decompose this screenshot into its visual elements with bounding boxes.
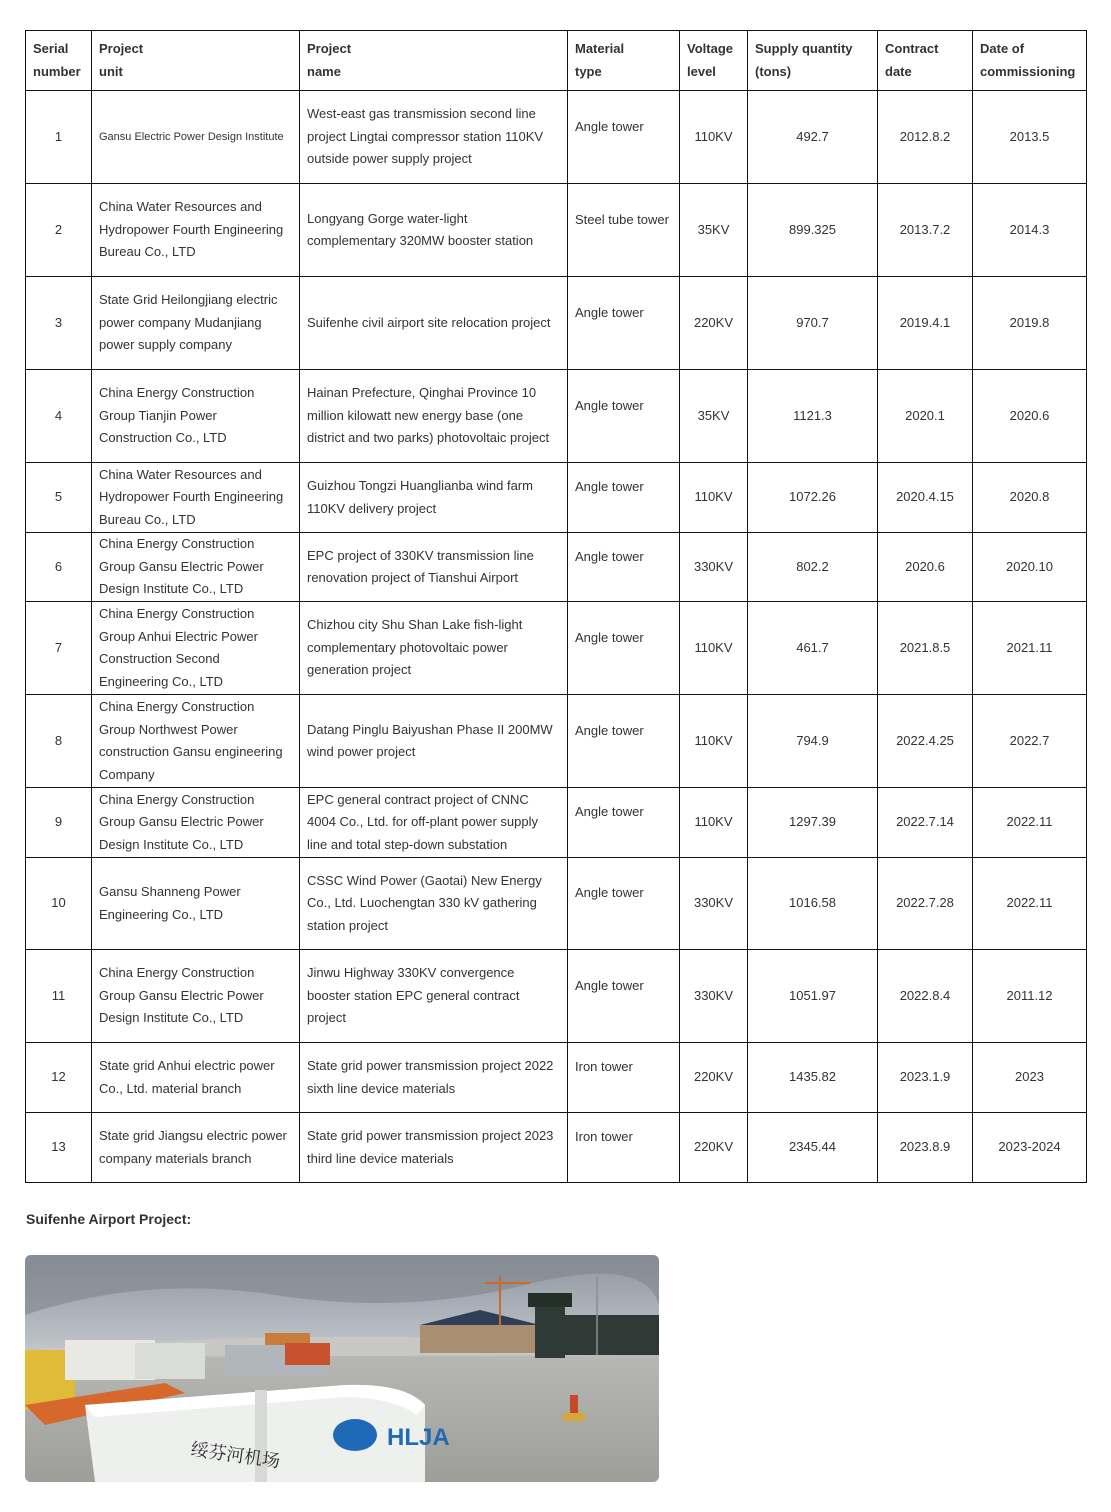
project-unit-line: State Grid Heilongjiang electric bbox=[99, 292, 278, 308]
supply-quantity-cell: 2345.44 bbox=[748, 1113, 878, 1183]
section-title: Suifenhe Airport Project: bbox=[26, 1211, 192, 1227]
material-type-cell: Angle tower bbox=[568, 788, 680, 858]
project-unit-line: State grid Anhui electric power bbox=[99, 1058, 275, 1073]
supply-quantity-cell: 1435.82 bbox=[748, 1043, 878, 1113]
table-body bbox=[26, 91, 1087, 1183]
column-header bbox=[680, 31, 748, 91]
column-header-line: (tons) bbox=[755, 63, 792, 79]
serial-number-cell: 5 bbox=[26, 463, 92, 533]
project-unit-cell bbox=[92, 602, 300, 695]
project-unit-line: Company bbox=[99, 766, 155, 782]
project-name-line: million kilowatt new energy base (one bbox=[307, 407, 524, 423]
project-unit-line: Bureau Co., LTD bbox=[99, 511, 196, 527]
column-header-line: date bbox=[885, 63, 912, 79]
project-name-line: State grid power transmission project 2022 bbox=[307, 1058, 554, 1073]
serial-number-cell: 2 bbox=[26, 184, 92, 277]
contract-date-cell: 2022.8.4 bbox=[878, 950, 973, 1043]
serial-number-cell: 11 bbox=[26, 950, 92, 1043]
supply-quantity-cell: 970.7 bbox=[748, 277, 878, 370]
voltage-level-cell: 110KV bbox=[680, 91, 748, 184]
project-unit-line: Hydropower Fourth Engineering bbox=[99, 489, 284, 505]
sign-hlja-text: HLJA bbox=[387, 1424, 450, 1451]
column-header-line: unit bbox=[99, 63, 123, 79]
contract-date-cell: 2020.6 bbox=[878, 533, 973, 602]
airport-photo-illustration bbox=[25, 1255, 659, 1482]
project-unit-cell bbox=[92, 788, 300, 858]
table-row bbox=[26, 695, 1087, 788]
project-name-cell bbox=[300, 602, 568, 695]
project-name-line: Co., Ltd. Luochengtan 330 kV gathering bbox=[307, 895, 537, 911]
contract-date-cell: 2022.4.25 bbox=[878, 695, 973, 788]
project-name-line: line and total step-down substation bbox=[307, 836, 508, 852]
project-unit-cell bbox=[92, 533, 300, 602]
contract-date-cell: 2013.7.2 bbox=[878, 184, 973, 277]
commissioning-date-cell: 2022.7 bbox=[973, 695, 1087, 788]
project-unit-line: China Energy Construction bbox=[99, 965, 255, 981]
table-row bbox=[26, 370, 1087, 463]
table-row bbox=[26, 602, 1087, 695]
project-unit-line: Hydropower Fourth Engineering bbox=[99, 221, 284, 237]
commissioning-date-cell: 2011.12 bbox=[973, 950, 1087, 1043]
voltage-level-cell: 110KV bbox=[680, 602, 748, 695]
material-type-cell: Angle tower bbox=[568, 695, 680, 788]
project-unit-line: China Water Resources and bbox=[99, 199, 262, 215]
project-name-cell bbox=[300, 858, 568, 950]
column-header-line: number bbox=[33, 63, 81, 79]
project-name-cell bbox=[300, 1113, 568, 1183]
contract-date-cell: 2021.8.5 bbox=[878, 602, 973, 695]
table-row bbox=[26, 858, 1087, 950]
supply-quantity-cell: 1072.26 bbox=[748, 463, 878, 533]
project-unit-line: power supply company bbox=[99, 337, 232, 353]
project-name-line: Chizhou city Shu Shan Lake fish-light bbox=[307, 617, 523, 633]
project-unit-cell bbox=[92, 1113, 300, 1183]
voltage-level-cell: 35KV bbox=[680, 370, 748, 463]
supply-quantity-cell: 794.9 bbox=[748, 695, 878, 788]
project-unit-line: China Energy Construction bbox=[99, 791, 255, 807]
table-row bbox=[26, 950, 1087, 1043]
column-header-line: Serial bbox=[33, 41, 69, 56]
contract-date-cell: 2023.8.9 bbox=[878, 1113, 973, 1183]
column-header-line: Contract bbox=[885, 41, 939, 56]
project-unit-cell bbox=[92, 370, 300, 463]
serial-number-cell: 4 bbox=[26, 370, 92, 463]
column-header-line: Material bbox=[575, 41, 625, 56]
voltage-level-cell: 35KV bbox=[680, 184, 748, 277]
column-header bbox=[878, 31, 973, 91]
project-name-line: complementary 320MW booster station bbox=[307, 233, 534, 248]
supply-quantity-cell: 899.325 bbox=[748, 184, 878, 277]
contract-date-cell: 2022.7.14 bbox=[878, 788, 973, 858]
project-name-line: wind power project bbox=[307, 744, 416, 759]
column-header-line: commissioning bbox=[980, 63, 1076, 79]
project-name-line: Guizhou Tongzi Huanglianba wind farm bbox=[307, 478, 533, 493]
project-name-line: 4004 Co., Ltd. for off-plant power supply bbox=[307, 814, 539, 830]
material-type-cell: Iron tower bbox=[568, 1043, 680, 1113]
contract-date-cell: 2012.8.2 bbox=[878, 91, 973, 184]
serial-number-cell: 6 bbox=[26, 533, 92, 602]
project-name-line: sixth line device materials bbox=[307, 1080, 456, 1096]
serial-number-cell: 7 bbox=[26, 602, 92, 695]
column-header bbox=[26, 31, 92, 91]
project-unit-line: Engineering Co., LTD bbox=[99, 906, 224, 922]
material-type-cell: Angle tower bbox=[568, 370, 680, 463]
project-name-line: Jinwu Highway 330KV convergence bbox=[307, 965, 515, 981]
project-name-line: renovation project of Tianshui Airport bbox=[307, 570, 519, 585]
project-unit-line: power company Mudanjiang bbox=[99, 314, 262, 330]
supply-quantity-cell: 1297.39 bbox=[748, 788, 878, 858]
project-unit-line: Construction Second bbox=[99, 651, 220, 666]
project-unit-line: China Energy Construction bbox=[99, 699, 255, 714]
commissioning-date-cell: 2014.3 bbox=[973, 184, 1087, 277]
serial-number-cell: 8 bbox=[26, 695, 92, 788]
serial-number-cell: 13 bbox=[26, 1113, 92, 1183]
supply-quantity-cell: 461.7 bbox=[748, 602, 878, 695]
project-unit-line: Group Anhui Electric Power bbox=[99, 628, 258, 644]
column-header bbox=[973, 31, 1087, 91]
table-row bbox=[26, 1043, 1087, 1113]
project-unit-line: Design Institute Co., LTD bbox=[99, 581, 244, 597]
contract-date-cell: 2022.7.28 bbox=[878, 858, 973, 950]
project-name-line: Longyang Gorge water-light bbox=[307, 210, 468, 226]
project-unit-line: Group Tianjin Power bbox=[99, 407, 217, 423]
voltage-level-cell: 220KV bbox=[680, 277, 748, 370]
project-unit-line: Group Gansu Electric Power bbox=[99, 987, 264, 1003]
project-name-line: district and two parks) photovoltaic project bbox=[307, 430, 550, 446]
project-unit-line: State grid Jiangsu electric power bbox=[99, 1128, 287, 1143]
project-name-line: Hainan Prefecture, Qinghai Province 10 bbox=[307, 385, 537, 401]
project-name-line: 110KV delivery project bbox=[307, 500, 437, 516]
project-name-line: complementary photovoltaic power bbox=[307, 639, 508, 655]
project-unit-line: Bureau Co., LTD bbox=[99, 244, 196, 260]
voltage-level-cell: 330KV bbox=[680, 950, 748, 1043]
voltage-level-cell: 330KV bbox=[680, 858, 748, 950]
column-header bbox=[300, 31, 568, 91]
project-name-cell bbox=[300, 463, 568, 533]
column-header-line: Project bbox=[307, 41, 352, 56]
voltage-level-cell: 330KV bbox=[680, 533, 748, 602]
project-name-cell bbox=[300, 695, 568, 788]
project-unit-line: company materials branch bbox=[99, 1150, 252, 1166]
project-name-cell bbox=[300, 950, 568, 1043]
project-name-line: generation project bbox=[307, 662, 412, 678]
project-name-cell bbox=[300, 788, 568, 858]
project-name-line: Suifenhe civil airport site relocation project bbox=[307, 314, 551, 330]
project-photo bbox=[25, 1255, 659, 1482]
table-row bbox=[26, 533, 1087, 602]
table-row bbox=[26, 788, 1087, 858]
table-header-row bbox=[26, 31, 1087, 91]
project-name-line: third line device materials bbox=[307, 1150, 454, 1166]
project-unit-line: Group Gansu Electric Power bbox=[99, 558, 264, 574]
project-name-line: booster station EPC general contract bbox=[307, 987, 520, 1003]
project-unit-cell bbox=[92, 277, 300, 370]
supply-quantity-cell: 1016.58 bbox=[748, 858, 878, 950]
material-type-cell: Angle tower bbox=[568, 463, 680, 533]
column-header-line: type bbox=[575, 63, 602, 79]
serial-number-cell: 10 bbox=[26, 858, 92, 950]
table-row bbox=[26, 1113, 1087, 1183]
project-name-line: project bbox=[307, 1010, 347, 1026]
project-name-cell bbox=[300, 277, 568, 370]
project-name-line: EPC general contract project of CNNC bbox=[307, 791, 529, 807]
commissioning-date-cell: 2020.10 bbox=[973, 533, 1087, 602]
project-unit-line: Group Gansu Electric Power bbox=[99, 814, 264, 830]
project-unit-cell bbox=[92, 695, 300, 788]
project-unit-line: Design Institute Co., LTD bbox=[99, 836, 244, 852]
material-type-cell: Angle tower bbox=[568, 602, 680, 695]
project-name-line: project Lingtai compressor station 110KV bbox=[307, 128, 544, 144]
project-name-line: Datang Pinglu Baiyushan Phase II 200MW bbox=[307, 721, 553, 737]
supply-quantity-cell: 492.7 bbox=[748, 91, 878, 184]
table-row bbox=[26, 91, 1087, 184]
material-type-cell: Steel tube tower bbox=[568, 184, 680, 277]
project-unit-cell bbox=[92, 184, 300, 277]
material-type-cell: Angle tower bbox=[568, 950, 680, 1043]
project-name-cell bbox=[300, 91, 568, 184]
column-header bbox=[748, 31, 878, 91]
project-name-cell bbox=[300, 533, 568, 602]
column-header-line: Project bbox=[99, 41, 144, 56]
voltage-level-cell: 110KV bbox=[680, 695, 748, 788]
column-header-line: Date of bbox=[980, 41, 1025, 56]
material-type-cell: Angle tower bbox=[568, 277, 680, 370]
voltage-level-cell: 220KV bbox=[680, 1113, 748, 1183]
supply-quantity-cell: 802.2 bbox=[748, 533, 878, 602]
project-unit-line: Engineering Co., LTD bbox=[99, 673, 224, 689]
voltage-level-cell: 220KV bbox=[680, 1043, 748, 1113]
project-name-line: CSSC Wind Power (Gaotai) New Energy bbox=[307, 872, 542, 888]
project-unit-cell bbox=[92, 950, 300, 1043]
column-header-line: Supply quantity bbox=[755, 41, 853, 56]
column-header bbox=[92, 31, 300, 91]
commissioning-date-cell: 2019.8 bbox=[973, 277, 1087, 370]
material-type-cell: Angle tower bbox=[568, 91, 680, 184]
commissioning-date-cell: 2020.8 bbox=[973, 463, 1087, 533]
project-name-line: West-east gas transmission second line bbox=[307, 106, 536, 122]
project-unit-line: Co., Ltd. material branch bbox=[99, 1080, 242, 1096]
project-unit-line: Group Northwest Power bbox=[99, 721, 238, 737]
project-unit-line: Design Institute Co., LTD bbox=[99, 1010, 244, 1026]
contract-date-cell: 2019.4.1 bbox=[878, 277, 973, 370]
project-name-line: State grid power transmission project 2023 bbox=[307, 1128, 554, 1143]
project-unit-line: Gansu Electric Power Design Institute bbox=[99, 130, 284, 143]
column-header-line: Voltage bbox=[687, 41, 733, 56]
project-unit-cell bbox=[92, 1043, 300, 1113]
table-row bbox=[26, 184, 1087, 277]
project-name-line: station project bbox=[307, 917, 388, 933]
table-row bbox=[26, 463, 1087, 533]
project-unit-line: China Energy Construction bbox=[99, 606, 255, 621]
table-row bbox=[26, 277, 1087, 370]
material-type-cell: Iron tower bbox=[568, 1113, 680, 1183]
serial-number-cell: 9 bbox=[26, 788, 92, 858]
project-unit-cell bbox=[92, 858, 300, 950]
commissioning-date-cell: 2013.5 bbox=[973, 91, 1087, 184]
project-name-cell bbox=[300, 184, 568, 277]
project-unit-cell bbox=[92, 91, 300, 184]
contract-date-cell: 2023.1.9 bbox=[878, 1043, 973, 1113]
supply-quantity-cell: 1051.97 bbox=[748, 950, 878, 1043]
commissioning-date-cell: 2023 bbox=[973, 1043, 1087, 1113]
project-name-cell bbox=[300, 1043, 568, 1113]
commissioning-date-cell: 2021.11 bbox=[973, 602, 1087, 695]
commissioning-date-cell: 2022.11 bbox=[973, 858, 1087, 950]
project-name-line: EPC project of 330KV transmission line bbox=[307, 547, 534, 563]
supply-quantity-cell: 1121.3 bbox=[748, 370, 878, 463]
serial-number-cell: 3 bbox=[26, 277, 92, 370]
project-table bbox=[25, 30, 1087, 1183]
column-header bbox=[568, 31, 680, 91]
project-name-cell bbox=[300, 370, 568, 463]
column-header-line: name bbox=[307, 63, 341, 79]
voltage-level-cell: 110KV bbox=[680, 788, 748, 858]
material-type-cell: Angle tower bbox=[568, 858, 680, 950]
project-unit-line: China Water Resources and bbox=[99, 466, 262, 482]
project-unit-cell bbox=[92, 463, 300, 533]
sign-cn-text: 绥芬河机场 bbox=[189, 1439, 282, 1472]
column-header-line: level bbox=[687, 63, 716, 79]
commissioning-date-cell: 2022.11 bbox=[973, 788, 1087, 858]
project-name-line: outside power supply project bbox=[307, 151, 472, 167]
contract-date-cell: 2020.4.15 bbox=[878, 463, 973, 533]
serial-number-cell: 1 bbox=[26, 91, 92, 184]
material-type-cell: Angle tower bbox=[568, 533, 680, 602]
project-unit-line: Gansu Shanneng Power bbox=[99, 884, 241, 899]
commissioning-date-cell: 2020.6 bbox=[973, 370, 1087, 463]
project-unit-line: Construction Co., LTD bbox=[99, 430, 227, 446]
voltage-level-cell: 110KV bbox=[680, 463, 748, 533]
project-unit-line: construction Gansu engineering bbox=[99, 744, 283, 759]
project-unit-line: China Energy Construction bbox=[99, 385, 255, 401]
project-unit-line: China Energy Construction bbox=[99, 536, 255, 552]
commissioning-date-cell: 2023-2024 bbox=[973, 1113, 1087, 1183]
serial-number-cell: 12 bbox=[26, 1043, 92, 1113]
contract-date-cell: 2020.1 bbox=[878, 370, 973, 463]
